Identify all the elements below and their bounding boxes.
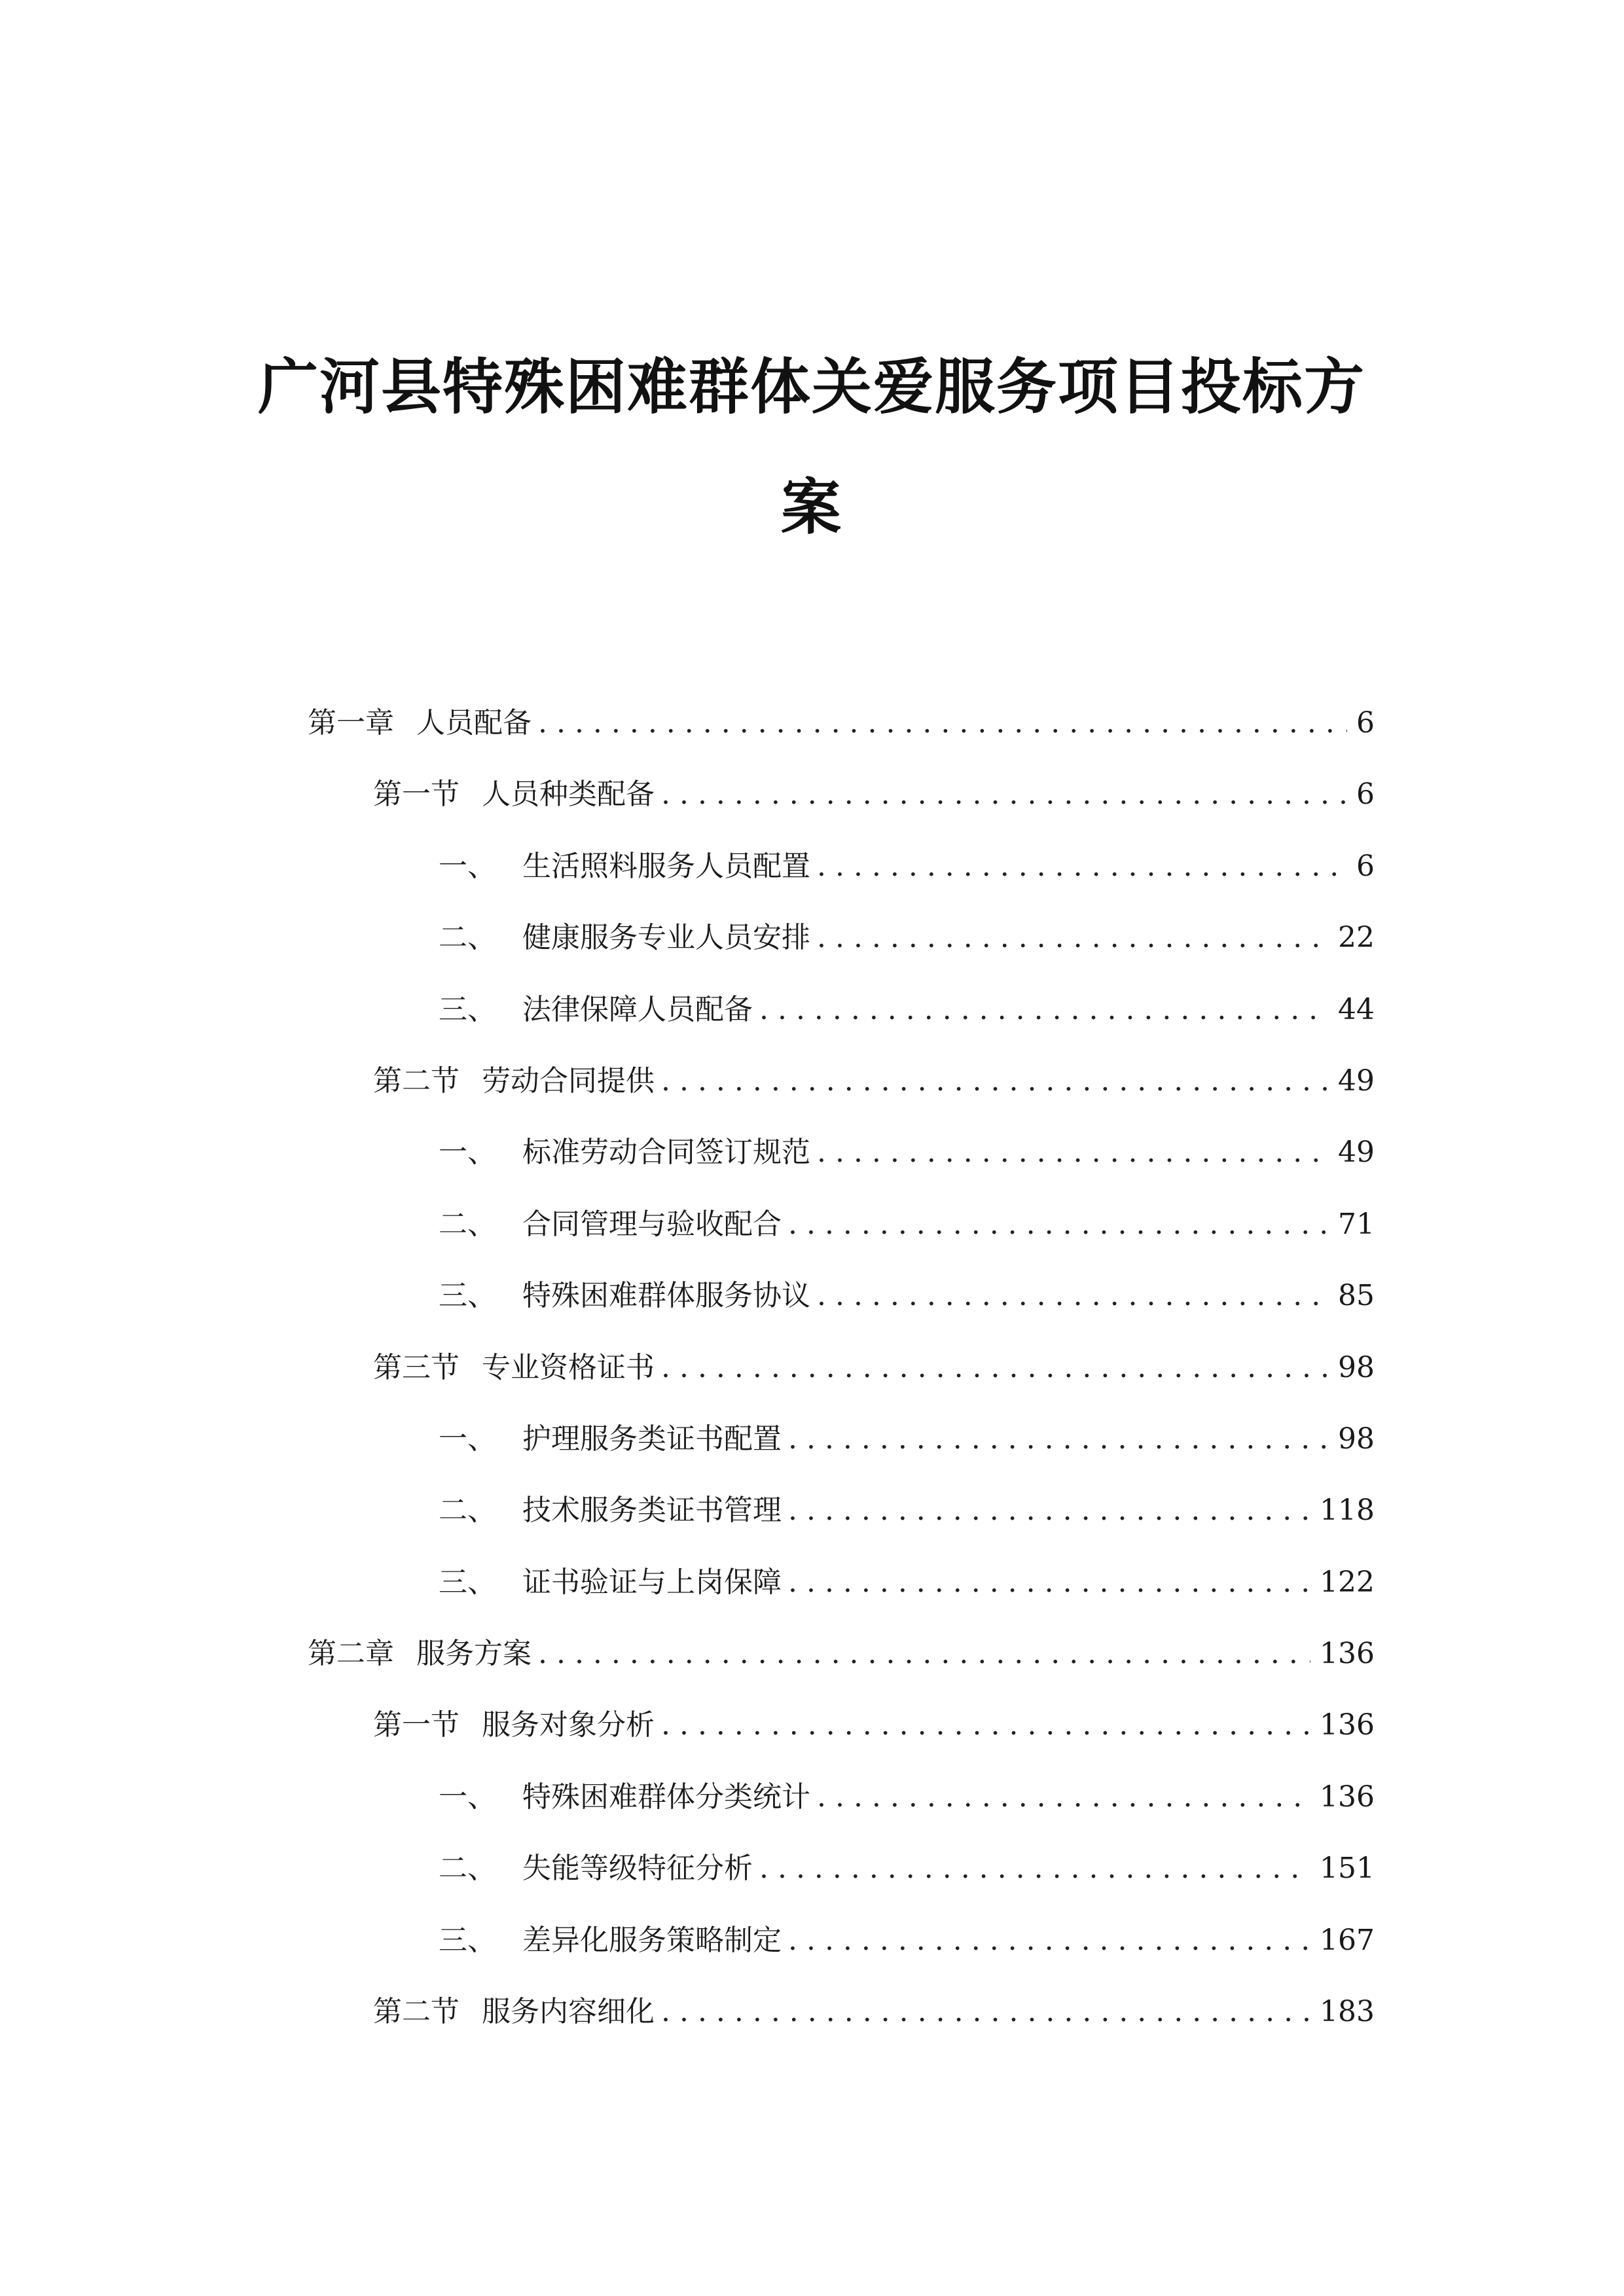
toc-dot-leader: [788, 1403, 1329, 1475]
toc-entry-number: 三、: [439, 992, 496, 1026]
toc-entry-number: 第一章: [308, 706, 394, 740]
toc-dot-leader: [817, 831, 1347, 902]
toc-page-number: 122: [1320, 1565, 1375, 1599]
toc-entry[interactable]: [308, 1403, 1375, 1475]
toc-entry-number: 一、: [439, 849, 496, 883]
toc-entry-title: 差异化服务策略制定: [522, 1923, 782, 1957]
toc-page-number: 136: [1320, 1708, 1375, 1742]
table-of-contents: [308, 687, 1375, 2047]
toc-dot-leader: [817, 902, 1329, 973]
toc-page-number: 49: [1338, 1136, 1375, 1170]
toc-entry-title: 合同管理与验收配合: [522, 1207, 782, 1241]
toc-entry-title: 劳动合同提供: [482, 1064, 655, 1098]
toc-entry-number: 第三节: [373, 1350, 460, 1384]
toc-entry[interactable]: [308, 1833, 1375, 1904]
document-title: [236, 327, 1388, 568]
toc-dot-leader: [817, 1117, 1329, 1188]
toc-entry[interactable]: [308, 902, 1375, 973]
toc-page-number: 183: [1320, 1995, 1375, 2029]
toc-entry-number: 三、: [439, 1923, 496, 1957]
toc-entry-title: 护理服务类证书配置: [522, 1422, 782, 1456]
toc-entry-number: 一、: [439, 1136, 496, 1170]
toc-dot-leader: [661, 1045, 1329, 1117]
toc-page-number: 71: [1338, 1207, 1375, 1241]
toc-entry-number: 第一节: [373, 778, 460, 812]
toc-entry[interactable]: [308, 1976, 1375, 2047]
toc-entry-number: 二、: [439, 1494, 496, 1528]
toc-entry-number: 三、: [439, 1279, 496, 1313]
toc-entry-number: 第二章: [308, 1637, 394, 1671]
toc-entry[interactable]: [308, 1117, 1375, 1188]
toc-page-number: 6: [1356, 849, 1375, 883]
toc-dot-leader: [788, 1905, 1310, 1976]
toc-entry[interactable]: [308, 1260, 1375, 1331]
toc-page-number: 44: [1338, 992, 1375, 1026]
toc-page-number: 49: [1338, 1064, 1375, 1098]
toc-dot-leader: [661, 1689, 1310, 1761]
toc-entry-title: 特殊困难群体分类统计: [522, 1780, 810, 1814]
toc-entry-number: 第二节: [373, 1995, 460, 2029]
toc-page-number: 118: [1320, 1494, 1375, 1528]
toc-entry[interactable]: [308, 831, 1375, 902]
toc-entry-number: 二、: [439, 1207, 496, 1241]
toc-page-number: 167: [1320, 1923, 1375, 1957]
toc-entry[interactable]: [308, 1189, 1375, 1260]
toc-entry-title: 人员配备: [416, 706, 532, 740]
toc-dot-leader: [661, 1332, 1329, 1403]
toc-page-number: 98: [1338, 1422, 1375, 1456]
toc-dot-leader: [788, 1189, 1329, 1260]
toc-entry[interactable]: [308, 1547, 1375, 1618]
toc-entry-title: 服务对象分析: [482, 1708, 655, 1742]
toc-entry-number: 二、: [439, 921, 496, 955]
toc-entry-title: 生活照料服务人员配置: [522, 849, 810, 883]
toc-entry-title: 证书验证与上岗保障: [522, 1565, 782, 1599]
toc-page-number: 22: [1338, 921, 1375, 955]
toc-dot-leader: [661, 759, 1347, 830]
toc-entry-title: 健康服务专业人员安排: [522, 921, 810, 955]
toc-entry[interactable]: [308, 1475, 1375, 1546]
toc-entry[interactable]: [308, 687, 1375, 759]
toc-entry-title: 服务内容细化: [482, 1995, 655, 2029]
toc-entry-title: 标准劳动合同签订规范: [522, 1136, 810, 1170]
toc-page-number: 136: [1320, 1780, 1375, 1814]
toc-entry[interactable]: [308, 1332, 1375, 1403]
toc-dot-leader: [759, 974, 1329, 1045]
toc-entry-title: 专业资格证书: [482, 1350, 655, 1384]
toc-entry-number: 一、: [439, 1780, 496, 1814]
toc-entry-title: 法律保障人员配备: [522, 992, 753, 1026]
toc-dot-leader: [817, 1761, 1310, 1833]
toc-entry[interactable]: [308, 1618, 1375, 1689]
toc-dot-leader: [759, 1833, 1310, 1904]
toc-entry-title: 技术服务类证书管理: [522, 1494, 782, 1528]
toc-entry-number: 第一节: [373, 1708, 460, 1742]
toc-entry-title: 特殊困难群体服务协议: [522, 1279, 810, 1313]
toc-entry-number: 二、: [439, 1852, 496, 1886]
toc-entry-number: 三、: [439, 1565, 496, 1599]
document-title-line-1: 广河县特殊困难群体关爱服务项目投标方: [257, 352, 1365, 422]
toc-entry[interactable]: [308, 1689, 1375, 1761]
toc-entry[interactable]: [308, 1761, 1375, 1833]
toc-page-number: 98: [1338, 1350, 1375, 1384]
document-title-line-2: 案: [780, 473, 842, 543]
toc-entry-number: 一、: [439, 1422, 496, 1456]
toc-entry[interactable]: [308, 1045, 1375, 1117]
toc-page-number: 6: [1356, 706, 1375, 740]
toc-entry-title: 服务方案: [416, 1637, 532, 1671]
toc-entry-title: 人员种类配备: [482, 778, 655, 812]
toc-page-number: 6: [1356, 778, 1375, 812]
toc-page-number: 151: [1320, 1852, 1375, 1886]
toc-page-number: 85: [1338, 1279, 1375, 1313]
toc-dot-leader: [817, 1260, 1329, 1331]
toc-entry-title: 失能等级特征分析: [522, 1852, 753, 1886]
toc-dot-leader: [538, 687, 1347, 759]
toc-entry[interactable]: [308, 1905, 1375, 1976]
toc-entry-number: 第二节: [373, 1064, 460, 1098]
toc-page-number: 136: [1320, 1637, 1375, 1671]
toc-dot-leader: [788, 1547, 1310, 1618]
toc-dot-leader: [538, 1618, 1310, 1689]
toc-entry[interactable]: [308, 759, 1375, 830]
toc-dot-leader: [788, 1475, 1310, 1546]
toc-dot-leader: [661, 1976, 1310, 2047]
toc-entry[interactable]: [308, 974, 1375, 1045]
